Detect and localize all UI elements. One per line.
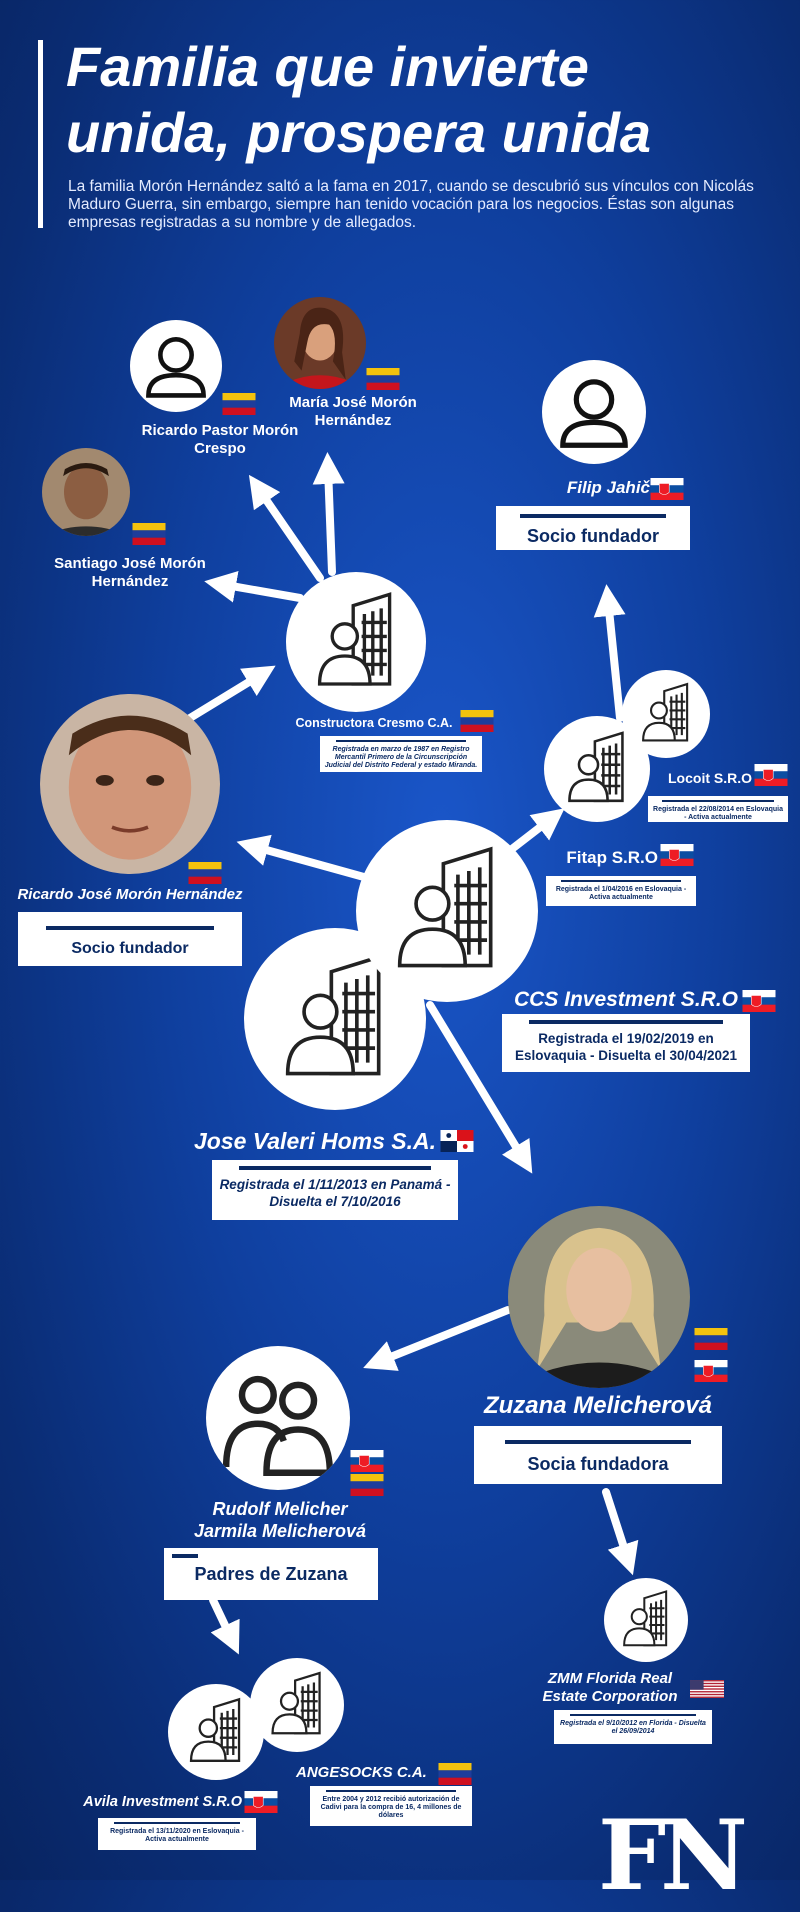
slovakia-flag (694, 1360, 728, 1382)
note-locoit: Registrada el 22/08/2014 en Eslovaquia - Activa actualmente (653, 806, 783, 821)
name-cresmo: Constructora Cresmo C.A. (295, 716, 453, 730)
note-fitap: Registrada el 1/04/2016 en Eslovaquia - Activa actualmente (555, 886, 687, 901)
venezuela-flag (222, 393, 256, 415)
building-people-icon (356, 820, 538, 1002)
arrow-zuzana-zmm (606, 1492, 628, 1560)
page-title: Familia que invierte unida, prospera unida (66, 35, 651, 164)
slovakia-flag (650, 478, 684, 500)
name-jarmila: Jarmila Melicherová (193, 1521, 367, 1541)
role-box-zuzana (474, 1426, 722, 1484)
arrow-cresmo-santiago (220, 584, 300, 598)
name-zmm-line1: ZMM Florida Real (547, 1670, 673, 1687)
person-icon (542, 360, 646, 464)
role-parents: Padres de Zuzana (194, 1564, 348, 1584)
note-box-valeri (212, 1160, 458, 1220)
building-people-icon (250, 1658, 344, 1752)
slovakia-flag (660, 844, 694, 866)
name-zmm-line2: Estate Corporation (542, 1688, 678, 1705)
role-filip: Socio fundador (527, 526, 659, 546)
note-box-zmm (554, 1710, 712, 1744)
company-icon-ccs (356, 820, 538, 1002)
venezuela-flag (694, 1328, 728, 1350)
panama-flag (440, 1130, 474, 1152)
name-avila: Avila Investment S.R.O (83, 1794, 242, 1810)
note-box-avila (98, 1818, 256, 1850)
note-avila: Registrada el 13/11/2020 en Eslovaquia - Activa actualmente (110, 1828, 244, 1843)
name-filip: Filip Jahič (566, 478, 650, 497)
photo-santiago-jose (42, 448, 130, 536)
photo-ricardo-jose (40, 694, 220, 874)
name-maria-jose: María José Morón Hernández (289, 394, 417, 429)
role-zuzana: Socia fundadora (527, 1454, 669, 1474)
fn-logo: FN (598, 1799, 742, 1912)
arrow-parents-angesocks (213, 1600, 232, 1640)
arrow-zuzana-parents (378, 1310, 508, 1362)
company-icon-zmm (604, 1578, 688, 1662)
role-ricardo-jose: Socio fundador (71, 940, 189, 957)
venezuela-flag (132, 523, 166, 545)
name-parents (160, 1498, 400, 1542)
building-people-icon (286, 572, 426, 712)
venezuela-flag (350, 1474, 384, 1496)
note-ccs: Registrada el 19/02/2019 en Eslovaquia - Disuelta el 30/04/2021 (514, 1031, 738, 1063)
arrow-locoit-filip (608, 600, 620, 718)
name-angesocks: ANGESOCKS C.A. (296, 1764, 427, 1781)
role-box-ricardo-jose (18, 912, 242, 966)
name-fitap: Fitap S.R.O (566, 848, 658, 867)
name-ricardo-jose: Ricardo José Morón Hernández (17, 886, 243, 903)
company-icon-angesocks (250, 1658, 344, 1752)
note-valeri: Registrada el 1/11/2013 en Panamá - Disuelta el 7/10/2016 (219, 1177, 451, 1209)
note-box-angesocks (310, 1786, 472, 1826)
slovakia-flag (742, 990, 776, 1012)
note-angesocks: Entre 2004 y 2012 recibió autorización de Cadivi para la compra de 16, 4 millones de dólares (320, 1796, 462, 1819)
avatar-filip (542, 360, 646, 464)
name-rudolf: Rudolf Melicher (212, 1499, 348, 1519)
slovakia-flag (350, 1450, 384, 1472)
avatar-parents (206, 1346, 350, 1490)
building-people-icon (544, 716, 650, 822)
company-icon-cresmo (286, 572, 426, 712)
venezuela-flag (460, 710, 494, 732)
name-ccs: CCS Investment S.R.O (513, 988, 738, 1011)
building-people-icon (604, 1578, 688, 1662)
avatar-ricardo-pastor (130, 320, 222, 412)
intro-text: La familia Morón Hernández saltó a la fama en 2017, cuando se descubrió sus vínculos con Nicolás Maduro Guerra, sin embargo, siempre han tenido vocación para los negocios. Éstas son algunas empresas registradas a su nombre y de allegados. (68, 178, 754, 231)
note-cresmo: Registrada en marzo de 1987 en Registro Mercantil Primero de la Circunscripción Judicial del Distrito Federal y estado Miranda. (324, 746, 478, 769)
photo-zuzana (508, 1206, 690, 1388)
company-icon-avila (168, 1684, 264, 1780)
note-box-locoit (648, 796, 788, 822)
name-santiago-jose: Santiago José Morón Hernández (54, 555, 206, 590)
two-people-icon (206, 1346, 350, 1490)
photo-maria-jose (274, 297, 366, 389)
venezuela-flag (188, 862, 222, 884)
note-zmm: Registrada el 9/10/2012 en Florida - Disuelta el 26/09/2014 (560, 1720, 706, 1735)
arrow-ricardo-jose-cresmo (190, 674, 262, 718)
name-ricardo-pastor: Ricardo Pastor Morón Crespo (141, 422, 299, 457)
role-box-filip (496, 506, 690, 550)
usa-flag (690, 1678, 724, 1700)
name-zmm (530, 1670, 690, 1706)
building-people-icon (168, 1684, 264, 1780)
note-box-cresmo (320, 736, 482, 772)
note-box-ccs (502, 1014, 750, 1072)
arrow-cresmo-maria-jose (328, 468, 332, 572)
slovakia-flag (754, 764, 788, 786)
company-icon-fitap (544, 716, 650, 822)
name-valeri: Jose Valeri Homs S.A. (193, 1128, 436, 1154)
arrow-cresmo-ricardo-pastor (258, 488, 320, 578)
name-locoit: Locoit S.R.O (668, 770, 752, 786)
slovakia-flag (244, 1791, 278, 1813)
note-box-fitap (546, 876, 696, 906)
role-box-parents (164, 1548, 378, 1600)
venezuela-flag (438, 1763, 472, 1785)
name-zuzana: Zuzana Melicherová (483, 1392, 713, 1419)
venezuela-flag (366, 368, 400, 390)
person-icon (130, 320, 222, 412)
arrow-hub-fitap (508, 818, 552, 852)
